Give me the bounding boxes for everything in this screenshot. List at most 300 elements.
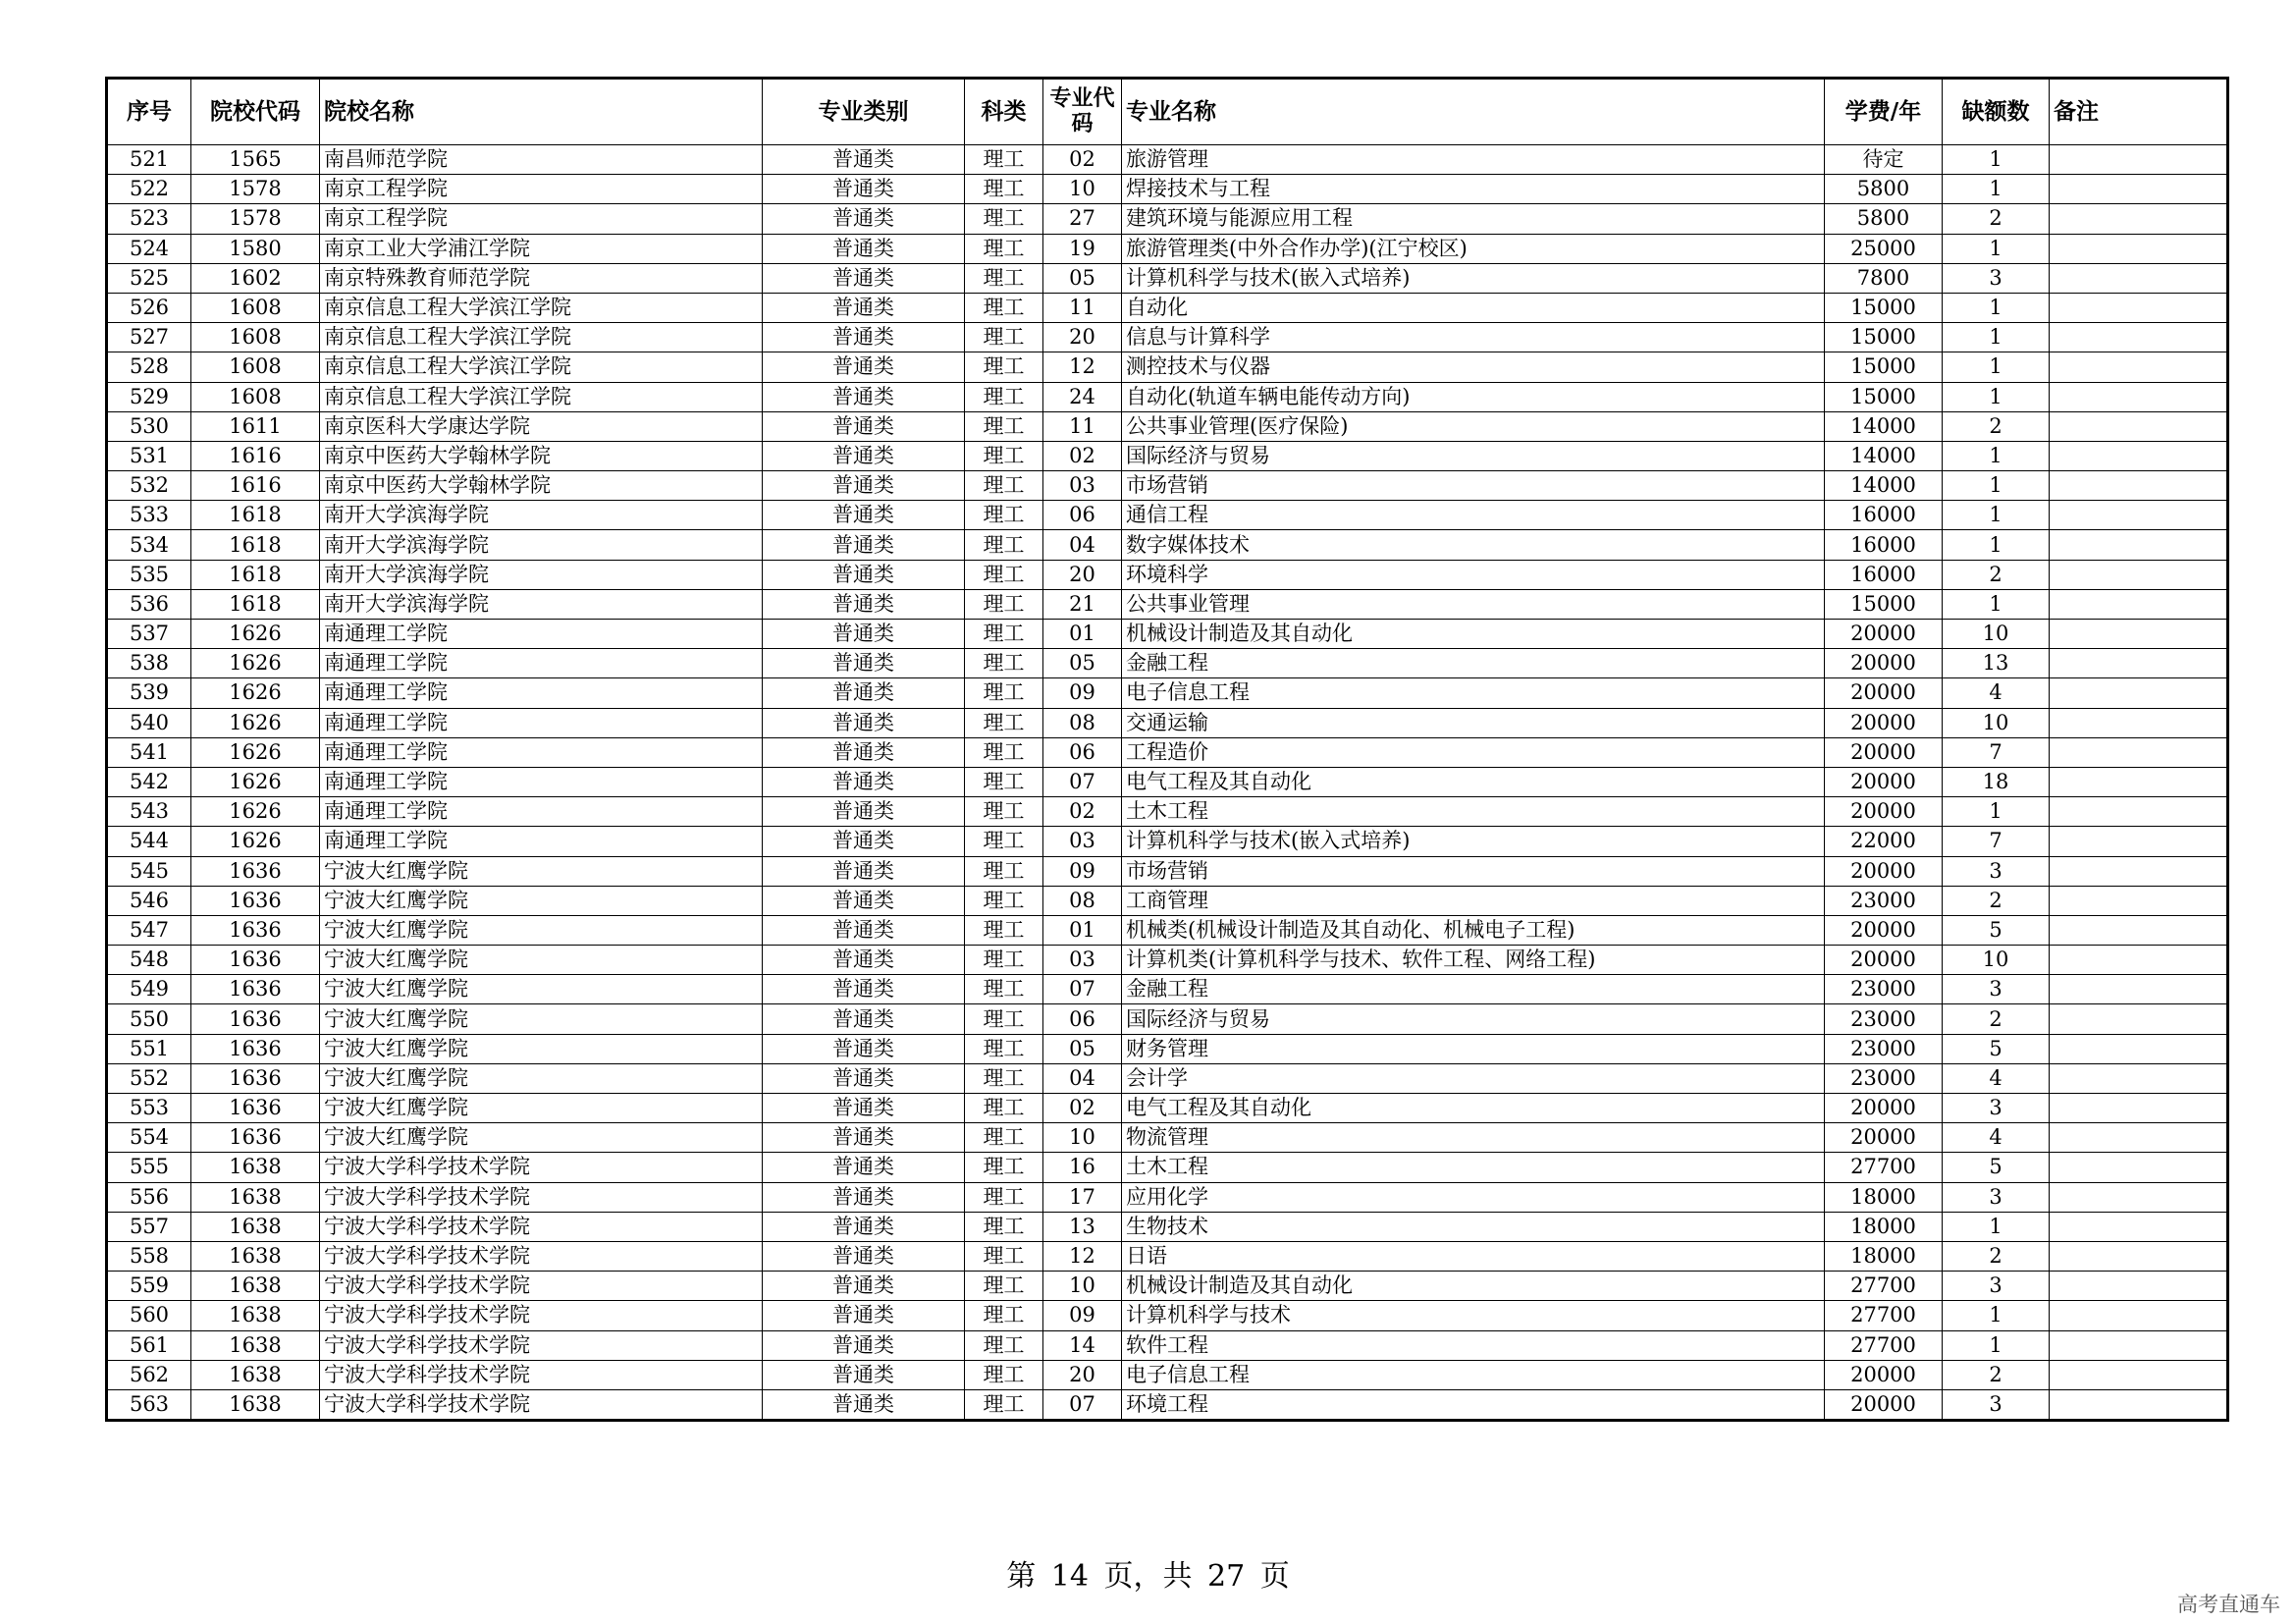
major-category-cell: 普通类	[763, 501, 965, 530]
major-code-cell: 05	[1043, 1034, 1122, 1063]
table-row	[107, 1330, 2228, 1360]
major-name-cell: 国际经济与贸易	[1122, 441, 1825, 470]
school-name-cell: 宁波大红鹰学院	[320, 915, 763, 945]
major-category-cell: 普通类	[763, 1330, 965, 1360]
subject-cell: 理工	[965, 886, 1043, 915]
major-name-cell: 电气工程及其自动化	[1122, 1094, 1825, 1123]
seq-cell: 562	[107, 1360, 191, 1389]
seq-cell: 524	[107, 234, 191, 263]
major-code-cell: 02	[1043, 1094, 1122, 1123]
seq-cell: 555	[107, 1153, 191, 1182]
school-code-cell: 1636	[191, 1094, 320, 1123]
school-name-cell: 宁波大红鹰学院	[320, 1034, 763, 1063]
seq-cell: 559	[107, 1272, 191, 1301]
vacancies-cell: 7	[1943, 827, 2050, 856]
seq-cell: 546	[107, 886, 191, 915]
table-row	[107, 501, 2228, 530]
tuition-cell: 5800	[1825, 204, 1943, 234]
vacancies-cell: 4	[1943, 1063, 2050, 1093]
subject-cell: 理工	[965, 560, 1043, 589]
school-name-cell: 南通理工学院	[320, 827, 763, 856]
subject-cell: 理工	[965, 1212, 1043, 1241]
seq-cell: 526	[107, 293, 191, 322]
subject-cell: 理工	[965, 471, 1043, 501]
subject-cell: 理工	[965, 1241, 1043, 1271]
major-name-cell: 土木工程	[1122, 1153, 1825, 1182]
vacancies-cell: 2	[1943, 204, 2050, 234]
remarks-cell	[2050, 620, 2228, 649]
major-category-cell: 普通类	[763, 471, 965, 501]
school-name-cell: 南京信息工程大学滨江学院	[320, 323, 763, 352]
seq-cell: 557	[107, 1212, 191, 1241]
table-row	[107, 1004, 2228, 1034]
header-major-category: 专业类别	[763, 79, 965, 145]
major-code-cell: 12	[1043, 1241, 1122, 1271]
major-code-cell: 06	[1043, 737, 1122, 767]
seq-cell: 545	[107, 856, 191, 886]
remarks-cell	[2050, 1004, 2228, 1034]
header-major-name: 专业名称	[1122, 79, 1825, 145]
major-name-cell: 机械类(机械设计制造及其自动化、机械电子工程)	[1122, 915, 1825, 945]
major-category-cell: 普通类	[763, 204, 965, 234]
table-row	[107, 293, 2228, 322]
subject-cell: 理工	[965, 1272, 1043, 1301]
major-category-cell: 普通类	[763, 649, 965, 678]
major-name-cell: 计算机科学与技术	[1122, 1301, 1825, 1330]
seq-cell: 558	[107, 1241, 191, 1271]
tuition-cell: 20000	[1825, 915, 1943, 945]
major-category-cell: 普通类	[763, 411, 965, 441]
header-vacancies: 缺额数	[1943, 79, 2050, 145]
table-row	[107, 1241, 2228, 1271]
major-code-cell: 20	[1043, 1360, 1122, 1389]
remarks-cell	[2050, 915, 2228, 945]
table-row	[107, 411, 2228, 441]
subject-cell: 理工	[965, 1153, 1043, 1182]
seq-cell: 523	[107, 204, 191, 234]
subject-cell: 理工	[965, 411, 1043, 441]
subject-cell: 理工	[965, 975, 1043, 1004]
remarks-cell	[2050, 411, 2228, 441]
table-row	[107, 915, 2228, 945]
remarks-cell	[2050, 501, 2228, 530]
major-code-cell: 10	[1043, 1272, 1122, 1301]
remarks-cell	[2050, 589, 2228, 619]
remarks-cell	[2050, 441, 2228, 470]
tuition-cell: 20000	[1825, 1123, 1943, 1153]
remarks-cell	[2050, 323, 2228, 352]
major-code-cell: 12	[1043, 352, 1122, 382]
subject-cell: 理工	[965, 946, 1043, 975]
vacancies-cell: 1	[1943, 234, 2050, 263]
major-name-cell: 土木工程	[1122, 797, 1825, 827]
major-code-cell: 19	[1043, 234, 1122, 263]
major-name-cell: 市场营销	[1122, 856, 1825, 886]
header-school-code: 院校代码	[191, 79, 320, 145]
major-category-cell: 普通类	[763, 323, 965, 352]
major-category-cell: 普通类	[763, 1389, 965, 1420]
table-row	[107, 234, 2228, 263]
table-row	[107, 767, 2228, 796]
vacancies-cell: 1	[1943, 589, 2050, 619]
remarks-cell	[2050, 767, 2228, 796]
tuition-cell: 7800	[1825, 263, 1943, 293]
vacancies-cell: 3	[1943, 856, 2050, 886]
vacancies-cell: 2	[1943, 411, 2050, 441]
remarks-cell	[2050, 1212, 2228, 1241]
major-code-cell: 03	[1043, 827, 1122, 856]
school-name-cell: 南通理工学院	[320, 620, 763, 649]
major-code-cell: 20	[1043, 560, 1122, 589]
major-name-cell: 会计学	[1122, 1063, 1825, 1093]
school-code-cell: 1608	[191, 352, 320, 382]
subject-cell: 理工	[965, 915, 1043, 945]
major-category-cell: 普通类	[763, 975, 965, 1004]
tuition-cell: 16000	[1825, 530, 1943, 560]
table-row	[107, 708, 2228, 737]
seq-cell: 547	[107, 915, 191, 945]
subject-cell: 理工	[965, 737, 1043, 767]
seq-cell: 543	[107, 797, 191, 827]
subject-cell: 理工	[965, 1094, 1043, 1123]
tuition-cell: 14000	[1825, 441, 1943, 470]
table-row	[107, 649, 2228, 678]
major-category-cell: 普通类	[763, 441, 965, 470]
school-code-cell: 1636	[191, 1004, 320, 1034]
school-name-cell: 宁波大学科学技术学院	[320, 1182, 763, 1212]
major-name-cell: 金融工程	[1122, 975, 1825, 1004]
vacancies-cell: 1	[1943, 1301, 2050, 1330]
major-category-cell: 普通类	[763, 145, 965, 175]
table-row	[107, 1034, 2228, 1063]
vacancies-cell: 1	[1943, 530, 2050, 560]
seq-cell: 561	[107, 1330, 191, 1360]
school-name-cell: 宁波大学科学技术学院	[320, 1241, 763, 1271]
vacancies-cell: 5	[1943, 1034, 2050, 1063]
seq-cell: 553	[107, 1094, 191, 1123]
seq-cell: 521	[107, 145, 191, 175]
major-name-cell: 自动化(轨道车辆电能传动方向)	[1122, 382, 1825, 411]
header-remarks: 备注	[2050, 79, 2228, 145]
subject-cell: 理工	[965, 263, 1043, 293]
major-category-cell: 普通类	[763, 175, 965, 204]
remarks-cell	[2050, 708, 2228, 737]
school-code-cell: 1618	[191, 530, 320, 560]
table-row	[107, 145, 2228, 175]
tuition-cell: 14000	[1825, 411, 1943, 441]
major-category-cell: 普通类	[763, 1301, 965, 1330]
subject-cell: 理工	[965, 1330, 1043, 1360]
table-row	[107, 1094, 2228, 1123]
seq-cell: 525	[107, 263, 191, 293]
seq-cell: 549	[107, 975, 191, 1004]
major-code-cell: 13	[1043, 1212, 1122, 1241]
major-code-cell: 11	[1043, 411, 1122, 441]
vacancies-cell: 1	[1943, 471, 2050, 501]
major-category-cell: 普通类	[763, 946, 965, 975]
tuition-cell: 23000	[1825, 975, 1943, 1004]
school-code-cell: 1638	[191, 1330, 320, 1360]
tuition-cell: 20000	[1825, 737, 1943, 767]
major-category-cell: 普通类	[763, 1063, 965, 1093]
vacancies-cell: 5	[1943, 915, 2050, 945]
major-name-cell: 应用化学	[1122, 1182, 1825, 1212]
table-row	[107, 352, 2228, 382]
school-code-cell: 1636	[191, 1034, 320, 1063]
seq-cell: 540	[107, 708, 191, 737]
major-category-cell: 普通类	[763, 1034, 965, 1063]
remarks-cell	[2050, 737, 2228, 767]
vacancies-cell: 2	[1943, 1241, 2050, 1271]
major-code-cell: 01	[1043, 915, 1122, 945]
table-row	[107, 1389, 2228, 1420]
school-name-cell: 宁波大红鹰学院	[320, 886, 763, 915]
subject-cell: 理工	[965, 767, 1043, 796]
school-code-cell: 1616	[191, 441, 320, 470]
school-code-cell: 1602	[191, 263, 320, 293]
school-name-cell: 宁波大红鹰学院	[320, 1123, 763, 1153]
major-name-cell: 公共事业管理(医疗保险)	[1122, 411, 1825, 441]
vacancy-table	[105, 77, 2229, 1422]
tuition-cell: 27700	[1825, 1330, 1943, 1360]
vacancies-cell: 3	[1943, 1094, 2050, 1123]
major-category-cell: 普通类	[763, 293, 965, 322]
school-code-cell: 1636	[191, 856, 320, 886]
major-category-cell: 普通类	[763, 886, 965, 915]
table-row	[107, 886, 2228, 915]
school-name-cell: 宁波大学科学技术学院	[320, 1360, 763, 1389]
school-code-cell: 1626	[191, 827, 320, 856]
seq-cell: 527	[107, 323, 191, 352]
tuition-cell: 23000	[1825, 1004, 1943, 1034]
major-code-cell: 20	[1043, 323, 1122, 352]
tuition-cell: 20000	[1825, 1360, 1943, 1389]
tuition-cell: 20000	[1825, 797, 1943, 827]
major-name-cell: 市场营销	[1122, 471, 1825, 501]
major-code-cell: 10	[1043, 1123, 1122, 1153]
school-code-cell: 1636	[191, 915, 320, 945]
vacancies-cell: 2	[1943, 1360, 2050, 1389]
school-code-cell: 1638	[191, 1182, 320, 1212]
major-name-cell: 计算机类(计算机科学与技术、软件工程、网络工程)	[1122, 946, 1825, 975]
subject-cell: 理工	[965, 620, 1043, 649]
vacancies-cell: 2	[1943, 560, 2050, 589]
tuition-cell: 待定	[1825, 145, 1943, 175]
major-code-cell: 24	[1043, 382, 1122, 411]
vacancies-cell: 1	[1943, 145, 2050, 175]
vacancies-cell: 10	[1943, 620, 2050, 649]
school-name-cell: 宁波大红鹰学院	[320, 1004, 763, 1034]
table-row	[107, 471, 2228, 501]
vacancies-cell: 1	[1943, 441, 2050, 470]
school-code-cell: 1618	[191, 501, 320, 530]
school-name-cell: 南昌师范学院	[320, 145, 763, 175]
tuition-cell: 23000	[1825, 1034, 1943, 1063]
seq-cell: 541	[107, 737, 191, 767]
major-category-cell: 普通类	[763, 1272, 965, 1301]
vacancies-cell: 10	[1943, 946, 2050, 975]
major-name-cell: 计算机科学与技术(嵌入式培养)	[1122, 827, 1825, 856]
major-name-cell: 电气工程及其自动化	[1122, 767, 1825, 796]
school-name-cell: 南通理工学院	[320, 797, 763, 827]
subject-cell: 理工	[965, 1034, 1043, 1063]
major-code-cell: 17	[1043, 1182, 1122, 1212]
major-category-cell: 普通类	[763, 352, 965, 382]
major-name-cell: 国际经济与贸易	[1122, 1004, 1825, 1034]
tuition-cell: 25000	[1825, 234, 1943, 263]
vacancies-cell: 1	[1943, 797, 2050, 827]
remarks-cell	[2050, 1094, 2228, 1123]
remarks-cell	[2050, 1153, 2228, 1182]
school-code-cell: 1626	[191, 797, 320, 827]
major-category-cell: 普通类	[763, 382, 965, 411]
major-name-cell: 通信工程	[1122, 501, 1825, 530]
subject-cell: 理工	[965, 589, 1043, 619]
table-row	[107, 263, 2228, 293]
table-row	[107, 1182, 2228, 1212]
remarks-cell	[2050, 234, 2228, 263]
vacancies-cell: 1	[1943, 501, 2050, 530]
subject-cell: 理工	[965, 234, 1043, 263]
school-name-cell: 南通理工学院	[320, 767, 763, 796]
major-category-cell: 普通类	[763, 530, 965, 560]
subject-cell: 理工	[965, 1301, 1043, 1330]
vacancies-cell: 1	[1943, 1330, 2050, 1360]
remarks-cell	[2050, 560, 2228, 589]
subject-cell: 理工	[965, 856, 1043, 886]
major-name-cell: 测控技术与仪器	[1122, 352, 1825, 382]
remarks-cell	[2050, 1182, 2228, 1212]
major-category-cell: 普通类	[763, 827, 965, 856]
major-code-cell: 09	[1043, 856, 1122, 886]
major-category-cell: 普通类	[763, 915, 965, 945]
tuition-cell: 20000	[1825, 708, 1943, 737]
major-category-cell: 普通类	[763, 797, 965, 827]
seq-cell: 530	[107, 411, 191, 441]
school-name-cell: 南开大学滨海学院	[320, 501, 763, 530]
subject-cell: 理工	[965, 175, 1043, 204]
tuition-cell: 14000	[1825, 471, 1943, 501]
header-seq: 序号	[107, 79, 191, 145]
table-row	[107, 589, 2228, 619]
seq-cell: 533	[107, 501, 191, 530]
major-name-cell: 建筑环境与能源应用工程	[1122, 204, 1825, 234]
school-name-cell: 南通理工学院	[320, 678, 763, 708]
seq-cell: 528	[107, 352, 191, 382]
tuition-cell: 20000	[1825, 856, 1943, 886]
table-row	[107, 560, 2228, 589]
major-name-cell: 电子信息工程	[1122, 1360, 1825, 1389]
major-code-cell: 16	[1043, 1153, 1122, 1182]
major-code-cell: 27	[1043, 204, 1122, 234]
major-name-cell: 生物技术	[1122, 1212, 1825, 1241]
major-category-cell: 普通类	[763, 589, 965, 619]
major-name-cell: 交通运输	[1122, 708, 1825, 737]
table-body	[107, 145, 2228, 1421]
tuition-cell: 16000	[1825, 560, 1943, 589]
school-code-cell: 1636	[191, 946, 320, 975]
school-code-cell: 1638	[191, 1272, 320, 1301]
major-category-cell: 普通类	[763, 234, 965, 263]
vacancies-cell: 4	[1943, 1123, 2050, 1153]
subject-cell: 理工	[965, 382, 1043, 411]
tuition-cell: 22000	[1825, 827, 1943, 856]
school-code-cell: 1638	[191, 1153, 320, 1182]
school-name-cell: 宁波大红鹰学院	[320, 946, 763, 975]
remarks-cell	[2050, 204, 2228, 234]
major-code-cell: 14	[1043, 1330, 1122, 1360]
remarks-cell	[2050, 293, 2228, 322]
school-code-cell: 1636	[191, 975, 320, 1004]
subject-cell: 理工	[965, 1182, 1043, 1212]
school-code-cell: 1636	[191, 886, 320, 915]
major-code-cell: 08	[1043, 708, 1122, 737]
school-name-cell: 宁波大红鹰学院	[320, 1063, 763, 1093]
major-code-cell: 03	[1043, 946, 1122, 975]
major-category-cell: 普通类	[763, 560, 965, 589]
tuition-cell: 18000	[1825, 1241, 1943, 1271]
header-school-name: 院校名称	[320, 79, 763, 145]
subject-cell: 理工	[965, 501, 1043, 530]
table-row	[107, 737, 2228, 767]
major-name-cell: 旅游管理类(中外合作办学)(江宁校区)	[1122, 234, 1825, 263]
remarks-cell	[2050, 946, 2228, 975]
major-category-cell: 普通类	[763, 263, 965, 293]
table-row	[107, 678, 2228, 708]
school-name-cell: 宁波大学科学技术学院	[320, 1212, 763, 1241]
subject-cell: 理工	[965, 352, 1043, 382]
school-code-cell: 1565	[191, 145, 320, 175]
subject-cell: 理工	[965, 293, 1043, 322]
table-row	[107, 175, 2228, 204]
major-code-cell: 07	[1043, 767, 1122, 796]
vacancies-cell: 4	[1943, 678, 2050, 708]
vacancies-cell: 1	[1943, 175, 2050, 204]
vacancies-cell: 1	[1943, 1212, 2050, 1241]
tuition-cell: 15000	[1825, 293, 1943, 322]
major-code-cell: 03	[1043, 471, 1122, 501]
seq-cell: 531	[107, 441, 191, 470]
major-category-cell: 普通类	[763, 620, 965, 649]
seq-cell: 542	[107, 767, 191, 796]
major-category-cell: 普通类	[763, 1123, 965, 1153]
school-code-cell: 1626	[191, 649, 320, 678]
major-name-cell: 工程造价	[1122, 737, 1825, 767]
table-row	[107, 946, 2228, 975]
subject-cell: 理工	[965, 678, 1043, 708]
school-name-cell: 南开大学滨海学院	[320, 560, 763, 589]
vacancies-cell: 1	[1943, 323, 2050, 352]
seq-cell: 535	[107, 560, 191, 589]
remarks-cell	[2050, 797, 2228, 827]
major-code-cell: 08	[1043, 886, 1122, 915]
school-code-cell: 1626	[191, 767, 320, 796]
table-row	[107, 797, 2228, 827]
vacancies-cell: 3	[1943, 1272, 2050, 1301]
school-code-cell: 1618	[191, 589, 320, 619]
seq-cell: 529	[107, 382, 191, 411]
major-name-cell: 公共事业管理	[1122, 589, 1825, 619]
remarks-cell	[2050, 471, 2228, 501]
remarks-cell	[2050, 1330, 2228, 1360]
school-code-cell: 1578	[191, 175, 320, 204]
seq-cell: 556	[107, 1182, 191, 1212]
major-name-cell: 机械设计制造及其自动化	[1122, 1272, 1825, 1301]
table-row	[107, 323, 2228, 352]
major-category-cell: 普通类	[763, 1153, 965, 1182]
table-row	[107, 620, 2228, 649]
school-name-cell: 宁波大学科学技术学院	[320, 1389, 763, 1420]
